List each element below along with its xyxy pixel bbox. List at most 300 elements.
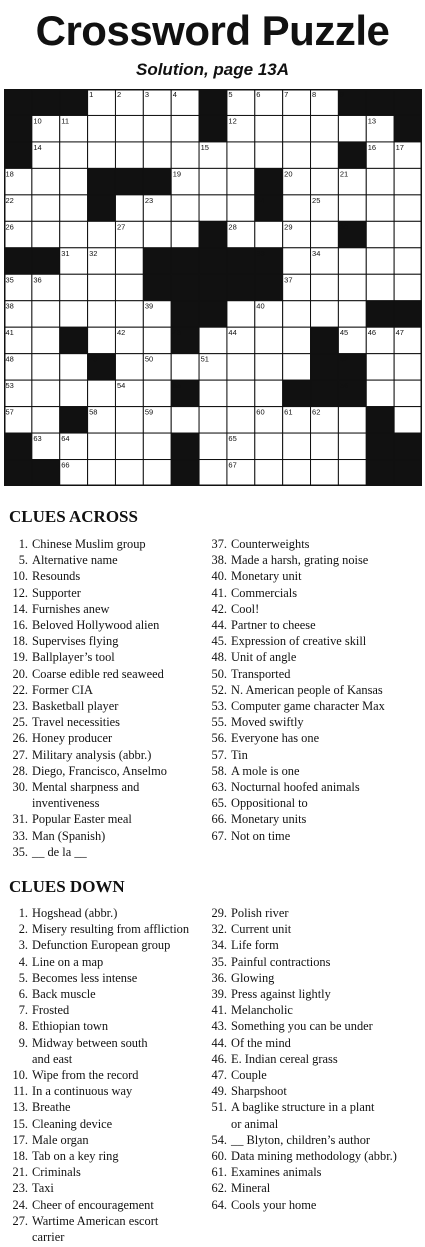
cell-number: 7 — [284, 90, 289, 99]
grid-cell[interactable] — [283, 433, 311, 459]
cell-number: 46 — [367, 328, 377, 338]
clue-item — [199, 747, 385, 763]
clue-text: Taxi — [32, 1181, 54, 1196]
clue-item — [199, 970, 397, 986]
grid-cell[interactable] — [366, 354, 394, 380]
grid-cell[interactable] — [255, 433, 283, 459]
clue-text: Back muscle — [32, 987, 96, 1002]
clue-number: 48. — [211, 650, 227, 665]
clue-text: Life form — [231, 938, 279, 953]
grid-cell[interactable] — [32, 195, 60, 221]
cell-number: 43 — [172, 328, 182, 338]
grid-cell[interactable] — [32, 168, 60, 194]
cell-number: 15 — [200, 142, 209, 152]
clue-text: Beloved Hollywood alien — [32, 618, 160, 633]
grid-cell[interactable] — [366, 248, 394, 274]
grid-cell[interactable] — [60, 195, 88, 221]
clue-text: Hogshead (abbr.) — [32, 906, 118, 920]
cell-number: 37 — [284, 275, 293, 285]
cell-number: 16 — [367, 142, 377, 152]
clue-item — [0, 714, 167, 730]
grid-cell[interactable] — [115, 115, 143, 141]
grid-cell[interactable] — [171, 354, 199, 380]
grid-cell[interactable] — [171, 195, 199, 221]
grid-cell[interactable] — [338, 407, 366, 433]
clue-item — [199, 698, 385, 714]
clue-text: Mental sharpness and — [32, 780, 140, 795]
grid-block — [4, 248, 32, 274]
grid-block — [394, 433, 422, 459]
clue-text: Furnishes anew — [32, 601, 110, 616]
grid-cell[interactable] — [255, 115, 283, 141]
cell-number: 41 — [5, 328, 14, 338]
clue-item — [0, 649, 167, 665]
clue-text: Monetary unit — [231, 569, 302, 584]
cell-number: 14 — [33, 142, 42, 152]
grid-cell[interactable] — [60, 221, 88, 247]
clue-item — [0, 1083, 189, 1099]
grid-cell[interactable] — [311, 168, 339, 194]
grid-cell[interactable] — [394, 248, 422, 274]
grid-cell[interactable] — [143, 460, 171, 486]
cell-number: 2 — [116, 90, 122, 99]
clue-item — [199, 601, 385, 617]
clue-number: 55. — [211, 715, 227, 730]
clue-number: 33. — [12, 828, 28, 843]
clue-text: Cool! — [231, 601, 260, 616]
clue-text: Travel necessities — [32, 715, 120, 730]
crossword-grid[interactable] — [4, 89, 422, 486]
grid-cell[interactable] — [88, 433, 116, 459]
page-subtitle: Solution, page 13A — [135, 60, 290, 79]
grid-cell[interactable] — [394, 354, 422, 380]
grid-cell[interactable] — [199, 195, 227, 221]
cell-number: 18 — [5, 169, 14, 179]
grid-block — [171, 274, 199, 300]
grid-cell[interactable] — [255, 354, 283, 380]
clue-number: 1. — [18, 906, 28, 920]
clue-item — [0, 568, 167, 584]
cell-number: 35 — [5, 275, 14, 285]
clue-item — [0, 698, 167, 714]
grid-cell[interactable] — [394, 274, 422, 300]
clue-text: Glowing — [231, 970, 275, 985]
clue-number: 36. — [211, 970, 227, 985]
clue-text: In a continuous way — [32, 1084, 133, 1099]
clue-item — [0, 536, 167, 552]
grid-cell[interactable] — [115, 195, 143, 221]
grid-cell[interactable] — [60, 274, 88, 300]
clue-text: Chinese Muslim group — [32, 537, 146, 551]
grid-cell[interactable] — [227, 380, 255, 406]
cell-number: 49 — [89, 354, 98, 364]
cell-number: 56 — [339, 381, 349, 391]
clue-text: Monetary units — [231, 812, 307, 827]
grid-cell[interactable] — [32, 327, 60, 353]
clue-text: Male organ — [32, 1132, 89, 1147]
clue-number: 10. — [12, 1068, 28, 1083]
clue-number: 52. — [211, 682, 227, 697]
grid-cell[interactable] — [394, 168, 422, 194]
grid-block — [366, 89, 394, 115]
grid-cell[interactable] — [199, 407, 227, 433]
cell-number: 38 — [5, 301, 14, 311]
grid-cell[interactable] — [143, 327, 171, 353]
grid-cell[interactable] — [338, 301, 366, 327]
grid-cell[interactable] — [338, 274, 366, 300]
clue-number: 18. — [12, 1149, 28, 1164]
clue-text: Current unit — [231, 922, 292, 937]
clue-number: 62. — [211, 1181, 227, 1196]
cell-number: 21 — [339, 169, 349, 179]
clue-item — [0, 1116, 189, 1132]
grid-cell[interactable] — [115, 274, 143, 300]
grid-cell[interactable] — [366, 380, 394, 406]
clue-item — [0, 552, 167, 568]
grid-cell[interactable] — [366, 168, 394, 194]
grid-cell[interactable] — [143, 380, 171, 406]
clue-item — [0, 828, 167, 844]
grid-block — [4, 142, 32, 168]
clue-number: 5. — [18, 553, 28, 568]
grid-cell[interactable] — [283, 301, 311, 327]
grid-block — [311, 380, 339, 406]
grid-cell[interactable] — [88, 115, 116, 141]
grid-cell[interactable] — [283, 115, 311, 141]
cell-number: 59 — [144, 407, 154, 417]
grid-cell[interactable] — [143, 433, 171, 459]
clue-number: 46. — [211, 1051, 227, 1066]
cell-number: 51 — [200, 354, 209, 364]
grid-cell[interactable] — [255, 142, 283, 168]
grid-cell[interactable] — [115, 354, 143, 380]
clue-number: 19. — [12, 650, 28, 665]
clue-text: Ballplayer’s tool — [32, 650, 115, 665]
grid-cell[interactable] — [283, 460, 311, 486]
grid-cell[interactable] — [32, 301, 60, 327]
grid-cell[interactable] — [255, 460, 283, 486]
clue-text: Melancholic — [231, 1003, 293, 1018]
clue-text: inventiveness — [32, 796, 100, 811]
clue-number: 34. — [211, 938, 227, 953]
grid-cell[interactable] — [311, 115, 339, 141]
clue-item — [0, 601, 167, 617]
clue-number: 64. — [211, 1197, 227, 1212]
grid-block — [171, 433, 199, 459]
grid-cell[interactable] — [199, 168, 227, 194]
clue-item — [199, 1180, 397, 1196]
cell-number: 24 — [256, 195, 265, 205]
cell-number: 34 — [312, 248, 321, 258]
grid-cell[interactable] — [199, 327, 227, 353]
grid-cell[interactable] — [394, 380, 422, 406]
clue-text: Tab on a key ring — [32, 1149, 119, 1164]
cell-number: 32 — [89, 248, 98, 258]
grid-cell[interactable] — [255, 380, 283, 406]
clue-text: __ de la __ — [32, 844, 87, 859]
grid-cell[interactable] — [60, 380, 88, 406]
clue-item — [0, 954, 189, 970]
grid-cell[interactable] — [199, 380, 227, 406]
clue-item — [199, 763, 385, 779]
clue-item — [0, 585, 167, 601]
clue-text: __ Blyton, children’s author — [231, 1132, 371, 1147]
grid-cell[interactable] — [338, 460, 366, 486]
clue-number: 38. — [211, 553, 227, 568]
clue-text: A baglike structure in a plant — [231, 1100, 375, 1115]
grid-cell[interactable] — [338, 115, 366, 141]
grid-cell[interactable] — [60, 354, 88, 380]
page-title: Crossword Puzzle — [35, 7, 390, 54]
grid-cell[interactable] — [88, 221, 116, 247]
grid-cell[interactable] — [88, 301, 116, 327]
clue-number: 5. — [18, 970, 28, 985]
grid-cell[interactable] — [283, 327, 311, 353]
grid-cell[interactable] — [366, 195, 394, 221]
clue-text: Military analysis (abbr.) — [32, 747, 152, 762]
grid-block — [199, 115, 227, 141]
grid-cell[interactable] — [60, 168, 88, 194]
clue-item — [199, 585, 385, 601]
cell-number: 64 — [61, 434, 70, 444]
clue-text: Sharpshoot — [231, 1084, 287, 1099]
clue-number: 3. — [18, 938, 28, 953]
clue-number: 60. — [211, 1149, 227, 1164]
clue-text: Made a harsh, grating noise — [231, 553, 369, 568]
grid-block — [311, 327, 339, 353]
clue-item — [199, 905, 397, 921]
clue-number: 16. — [12, 618, 28, 633]
clue-number: 66. — [211, 812, 227, 827]
grid-cell[interactable] — [171, 142, 199, 168]
grid-cell[interactable] — [227, 142, 255, 168]
clue-text: and east — [32, 1051, 73, 1066]
grid-cell[interactable] — [143, 115, 171, 141]
cell-number: 10 — [33, 116, 42, 126]
crossword-grid-svg[interactable] — [4, 89, 422, 486]
clue-item — [199, 921, 397, 937]
grid-cell[interactable] — [171, 115, 199, 141]
grid-cell[interactable] — [394, 195, 422, 221]
clue-text: Defunction European group — [32, 938, 171, 953]
clue-number: 18. — [12, 634, 28, 649]
across-heading: CLUES ACROSS — [9, 507, 138, 526]
grid-cell[interactable] — [88, 460, 116, 486]
grid-cell[interactable] — [88, 142, 116, 168]
clue-number: 31. — [12, 812, 28, 827]
cell-number: 31 — [61, 248, 70, 258]
clue-number: 44. — [211, 618, 227, 633]
clue-text: Of the mind — [231, 1035, 291, 1050]
clue-number: 51. — [211, 1100, 227, 1115]
clue-number: 65. — [211, 796, 227, 811]
grid-cell[interactable] — [338, 195, 366, 221]
clue-number: 21. — [12, 1165, 28, 1180]
clue-item — [0, 1018, 189, 1034]
grid-cell[interactable] — [283, 354, 311, 380]
grid-cell[interactable] — [255, 327, 283, 353]
grid-cell[interactable] — [143, 221, 171, 247]
cell-number: 63 — [33, 434, 42, 444]
grid-cell[interactable] — [88, 274, 116, 300]
grid-cell[interactable] — [32, 221, 60, 247]
grid-cell[interactable] — [311, 274, 339, 300]
clue-text: Diego, Francisco, Anselmo — [32, 763, 167, 778]
clue-number: 57. — [211, 747, 227, 762]
clue-text: Resounds — [32, 569, 81, 584]
clue-item — [199, 1132, 397, 1148]
cell-number: 39 — [144, 301, 154, 311]
grid-cell[interactable] — [311, 142, 339, 168]
grid-block — [199, 89, 227, 115]
grid-cell[interactable] — [115, 460, 143, 486]
clue-number: 54. — [211, 1132, 227, 1147]
clue-text: Nocturnal hoofed animals — [231, 780, 360, 795]
grid-cell[interactable] — [311, 221, 339, 247]
clue-item — [199, 937, 397, 953]
clue-text: Popular Easter meal — [32, 812, 132, 827]
grid-cell[interactable] — [283, 142, 311, 168]
grid-block — [115, 168, 143, 194]
clue-item — [199, 954, 397, 970]
clue-text: Wipe from the record — [32, 1068, 139, 1083]
cell-number: 62 — [312, 407, 321, 417]
cell-number: 26 — [5, 222, 14, 232]
clue-text: Wartime American escort — [32, 1213, 159, 1228]
clue-item — [199, 986, 397, 1002]
grid-cell[interactable] — [199, 460, 227, 486]
grid-cell[interactable] — [199, 433, 227, 459]
clue-number: 12. — [12, 585, 28, 600]
grid-cell[interactable] — [88, 380, 116, 406]
grid-cell[interactable] — [227, 354, 255, 380]
grid-block — [366, 407, 394, 433]
grid-block — [60, 89, 88, 115]
clue-number: 9. — [18, 1035, 28, 1050]
clue-item — [0, 1099, 189, 1115]
grid-cell[interactable] — [283, 195, 311, 221]
clue-number: 27. — [12, 1213, 28, 1228]
grid-cell[interactable] — [227, 195, 255, 221]
clue-number: 50. — [211, 666, 227, 681]
cell-number: 25 — [312, 195, 321, 205]
grid-cell[interactable] — [394, 221, 422, 247]
clue-number: 29. — [211, 906, 227, 920]
cell-number: 23 — [144, 195, 154, 205]
clue-number: 56. — [211, 731, 227, 746]
cell-number: 13 — [367, 116, 377, 126]
grid-cell[interactable] — [338, 433, 366, 459]
clue-text: Alternative name — [32, 553, 118, 568]
clue-item — [0, 763, 167, 779]
grid-cell[interactable] — [115, 433, 143, 459]
clue-item — [199, 568, 385, 584]
grid-block — [171, 248, 199, 274]
grid-cell[interactable] — [60, 301, 88, 327]
grid-cell[interactable] — [115, 407, 143, 433]
clue-text: Painful contractions — [231, 954, 331, 969]
grid-cell[interactable] — [227, 168, 255, 194]
clue-item — [0, 1002, 189, 1018]
clue-number: 35. — [211, 954, 227, 969]
grid-cell[interactable] — [171, 407, 199, 433]
grid-cell[interactable] — [366, 274, 394, 300]
cell-number: 55 — [172, 381, 182, 391]
clue-item — [199, 1067, 397, 1083]
clue-item — [0, 921, 189, 937]
grid-cell[interactable] — [115, 248, 143, 274]
grid-block — [199, 274, 227, 300]
grid-cell[interactable] — [311, 433, 339, 459]
clue-number: 63. — [211, 780, 227, 795]
clue-number: 17. — [12, 1132, 28, 1147]
cell-number: 6 — [256, 90, 261, 99]
clue-text: Everyone has one — [231, 731, 320, 746]
grid-cell[interactable] — [115, 301, 143, 327]
clue-number: 23. — [12, 1181, 28, 1196]
cell-number: 9 — [339, 90, 345, 99]
grid-cell[interactable] — [227, 407, 255, 433]
clue-item — [0, 970, 189, 986]
grid-block — [283, 380, 311, 406]
clue-item — [0, 1035, 189, 1051]
cell-number: 3 — [144, 90, 150, 99]
clue-number: 1. — [18, 537, 28, 551]
grid-cell[interactable] — [394, 407, 422, 433]
cell-number: 48 — [5, 354, 14, 364]
clue-item — [199, 795, 385, 811]
clue-text: Couple — [231, 1068, 267, 1083]
grid-cell[interactable] — [283, 248, 311, 274]
cell-number: 40 — [256, 301, 265, 311]
grid-cell[interactable] — [255, 221, 283, 247]
grid-cell[interactable] — [88, 327, 116, 353]
clue-text: Ethiopian town — [32, 1019, 109, 1034]
grid-cell[interactable] — [115, 142, 143, 168]
grid-cell[interactable] — [32, 380, 60, 406]
across-clues-col2 — [199, 536, 385, 844]
clue-number: 22. — [12, 682, 28, 697]
clue-number: 24. — [12, 1197, 28, 1212]
grid-cell[interactable] — [60, 142, 88, 168]
grid-cell[interactable] — [143, 142, 171, 168]
clue-number: 15. — [12, 1116, 28, 1131]
clue-item — [199, 1035, 397, 1051]
cell-number: 57 — [5, 407, 14, 417]
clue-text: carrier — [32, 1230, 65, 1245]
grid-cell[interactable] — [311, 301, 339, 327]
grid-cell[interactable] — [32, 407, 60, 433]
grid-block — [171, 301, 199, 327]
clue-text: or animal — [231, 1116, 279, 1131]
grid-cell[interactable] — [311, 460, 339, 486]
clue-item — [199, 1018, 397, 1034]
across-clues-col1 — [0, 536, 167, 860]
grid-cell[interactable] — [366, 221, 394, 247]
grid-cell[interactable] — [227, 301, 255, 327]
clue-number: 2. — [18, 922, 28, 937]
grid-block — [338, 142, 366, 168]
clue-text: Cleaning device — [32, 1116, 113, 1131]
grid-cell[interactable] — [32, 354, 60, 380]
down-clues-col2 — [199, 905, 397, 1213]
grid-block — [394, 115, 422, 141]
grid-cell[interactable] — [338, 248, 366, 274]
grid-block — [255, 168, 283, 194]
clue-text: Counterweights — [231, 537, 310, 551]
clue-text: Press against lightly — [231, 987, 331, 1002]
grid-cell[interactable] — [171, 221, 199, 247]
